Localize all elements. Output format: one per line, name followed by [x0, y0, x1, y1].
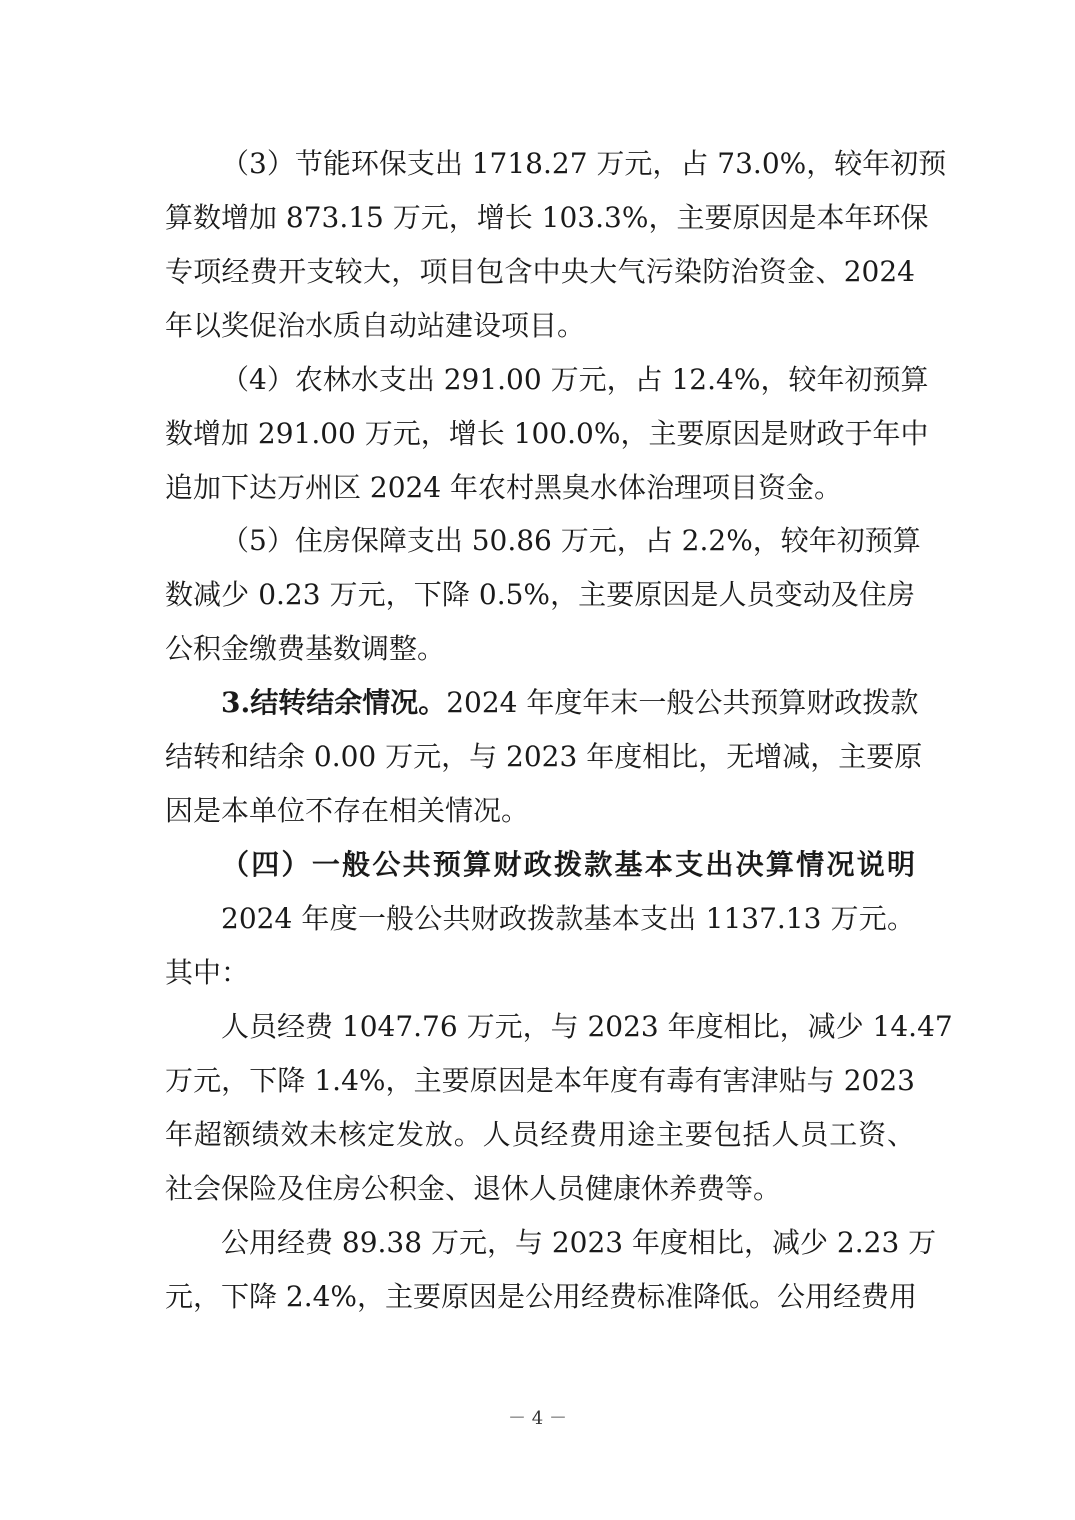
page-number: － 4 －: [508, 1408, 567, 1429]
paragraph-5-line-2: 数减少 0.23 万元，下降 0.5%，主要原因是人员变动及住房: [165, 578, 915, 611]
paragraph-3-line-2: 算数增加 873.15 万元，增长 103.3%，主要原因是本年环保: [165, 201, 929, 234]
paragraph-5-line-1: （5）住房保障支出 50.86 万元，占 2.2%，较年初预算: [221, 524, 921, 557]
paragraph-3-line-1: （3）节能环保支出 1718.27 万元，占 73.0%，较年初预: [221, 147, 947, 180]
paragraph-4-line-1: （4）农林水支出 291.00 万元，占 12.4%，较年初预算: [221, 363, 929, 396]
public-line-2: 元，下降 2.4%，主要原因是公用经费标准降低。公用经费用: [165, 1280, 918, 1313]
paragraph-4-line-3: 追加下达万州区 2024 年农村黑臭水体治理项目资金。: [165, 471, 843, 504]
public-line-1: 公用经费 89.38 万元，与 2023 年度相比，减少 2.23 万: [221, 1226, 937, 1259]
paragraph-3-line-3: 专项经费开支较大，项目包含中央大气污染防治资金、2024: [165, 255, 915, 288]
section-4-heading: （四）一般公共预算财政拨款基本支出决算情况说明: [221, 848, 915, 881]
carryover-line-3: 因是本单位不存在相关情况。: [165, 794, 530, 827]
section-4-line-2: 其中：: [165, 956, 250, 989]
paragraph-5-line-3: 公积金缴费基数调整。: [165, 632, 446, 665]
carryover-line-1-text: 2024 年度年末一般公共预算财政拨款: [446, 686, 919, 719]
personnel-line-3: 年超额绩效未核定发放。人员经费用途主要包括人员工资、: [165, 1118, 915, 1151]
personnel-line-1: 人员经费 1047.76 万元，与 2023 年度相比，减少 14.47: [221, 1010, 953, 1043]
section-4-line-1: 2024 年度一般公共财政拨款基本支出 1137.13 万元。: [221, 902, 915, 935]
carryover-title: 3.结转结余情况。: [221, 686, 447, 719]
personnel-line-4: 社会保险及住房公积金、退休人员健康休养费等。: [165, 1172, 782, 1205]
paragraph-3-line-4: 年以奖促治水质自动站建设项目。: [165, 309, 586, 342]
paragraph-4-line-2: 数增加 291.00 万元，增长 100.0%，主要原因是财政于年中: [165, 417, 929, 450]
carryover-line-1: [221, 683, 919, 723]
personnel-line-2: 万元，下降 1.4%，主要原因是本年度有毒有害津贴与 2023: [165, 1064, 915, 1097]
carryover-line-2: 结转和结余 0.00 万元，与 2023 年度相比，无增减，主要原: [165, 740, 923, 773]
